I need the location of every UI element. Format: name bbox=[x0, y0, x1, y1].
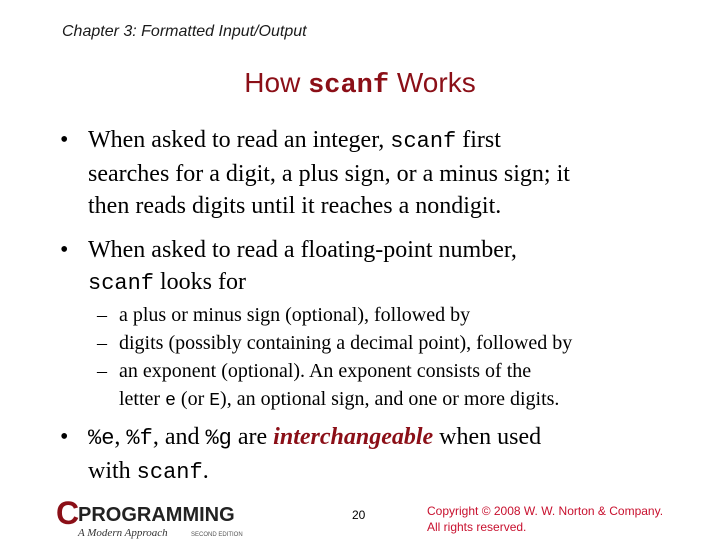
bullet-1-line-2: searches for a digit, a plus sign, or a minus sign; it bbox=[88, 161, 570, 187]
text-span: When asked to read an integer, bbox=[88, 127, 391, 153]
sub-bullet-3 bbox=[119, 357, 709, 415]
bullet-marker: • bbox=[60, 237, 69, 263]
emphasis-text: interchangeable bbox=[273, 424, 434, 450]
code-span: scanf bbox=[88, 271, 155, 296]
page-number: 20 bbox=[352, 508, 366, 522]
text-span: , and bbox=[152, 424, 206, 450]
text-span: first bbox=[456, 127, 501, 153]
logo-edition: SECOND EDITION bbox=[191, 532, 243, 538]
logo-subtitle: A Modern Approach bbox=[78, 527, 168, 539]
copyright-notice bbox=[427, 503, 663, 535]
bullet-1-line-1 bbox=[88, 124, 708, 158]
bullet-2-line-2 bbox=[88, 266, 708, 300]
sub-bullet-marker: – bbox=[97, 332, 107, 354]
text-span: are bbox=[231, 424, 274, 450]
code-span: %f bbox=[126, 426, 153, 451]
text-span: . bbox=[202, 458, 209, 484]
bullet-marker: • bbox=[60, 424, 69, 450]
logo-wordmark: PROGRAMMING bbox=[78, 504, 235, 526]
title-prefix: How bbox=[244, 67, 309, 98]
bullet-3 bbox=[88, 421, 708, 489]
sub-bullet-1: a plus or minus sign (optional), followed by bbox=[119, 304, 471, 326]
code-span: e bbox=[165, 391, 176, 411]
chapter-header: Chapter 3: Formatted Input/Output bbox=[62, 23, 307, 40]
code-span: E bbox=[209, 391, 221, 411]
bullet-1 bbox=[88, 124, 708, 222]
logo-c-letter: C bbox=[56, 497, 80, 531]
text-span: letter bbox=[119, 388, 166, 410]
sub-bullet-marker: – bbox=[97, 304, 107, 326]
text-span: looks for bbox=[154, 269, 247, 295]
title-code: scanf bbox=[308, 71, 390, 101]
bullet-2 bbox=[88, 234, 708, 300]
copyright-line-1: Copyright © 2008 W. W. Norton & Company. bbox=[427, 504, 664, 518]
bullet-3-line-1 bbox=[88, 421, 708, 455]
slide-title bbox=[0, 67, 720, 101]
sub-bullet-3-line-2 bbox=[119, 385, 709, 415]
c-programming-logo bbox=[56, 497, 266, 539]
text-span: (or bbox=[175, 388, 210, 410]
sub-bullet-marker: – bbox=[97, 360, 107, 382]
text-span: when used bbox=[433, 424, 542, 450]
code-span: %g bbox=[205, 426, 232, 451]
sub-bullet-3-line-1: an exponent (optional). An exponent consists of the bbox=[119, 360, 532, 382]
text-span: , bbox=[114, 424, 127, 450]
code-span: scanf bbox=[390, 129, 457, 154]
code-span: %e bbox=[88, 426, 115, 451]
sub-bullet-2: digits (possibly containing a decimal point), followed by bbox=[119, 332, 573, 354]
bullet-2-line-1: When asked to read a floating-point number, bbox=[88, 237, 517, 263]
bullet-3-line-2 bbox=[88, 455, 708, 489]
bullet-1-line-3: then reads digits until it reaches a nondigit. bbox=[88, 193, 502, 219]
text-span: ), an optional sign, and one or more digits. bbox=[220, 388, 560, 410]
copyright-line-2: All rights reserved. bbox=[427, 520, 527, 534]
bullet-marker: • bbox=[60, 127, 69, 153]
code-span: scanf bbox=[136, 460, 203, 485]
text-span: with bbox=[88, 458, 137, 484]
title-suffix: Works bbox=[389, 67, 476, 98]
